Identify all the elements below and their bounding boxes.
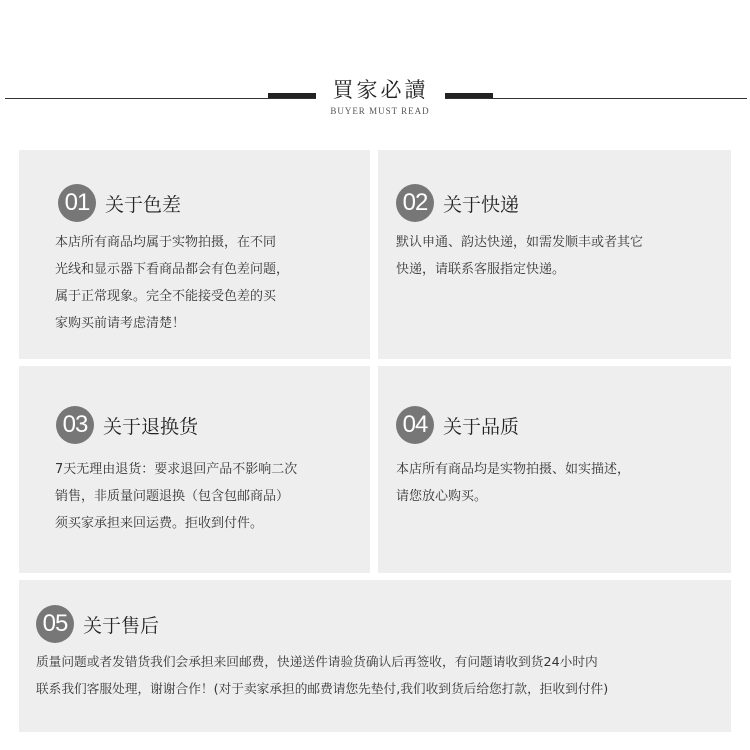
section-text-line: 默认申通、韵达快递，如需发顺丰或者其它 [396,235,644,250]
section-card-color-difference [19,150,370,359]
section-title: 关于快递 [443,193,520,216]
section-text-line: 请您放心购买。 [396,489,488,504]
section-text-line: 家购买前请考虑清楚！ [55,316,186,331]
section-text-line: 本店所有商品均属于实物拍摄，在不同 [55,235,277,250]
header-bar-left [268,93,316,98]
page-subtitle: BUYER MUST READ [330,106,430,116]
section-text-line: 须买家承担来回运费。拒收到付件。 [55,516,264,531]
section-text-line: 联系我们客服处理，谢谢合作！(对于卖家承担的邮费请您先垫付,我们收到货后给您打款，拒收到付件) [36,681,609,696]
section-number-badge: 04 [396,406,434,444]
section-number-badge: 02 [396,184,434,222]
section-text-line: 属于正常现象。完全不能接受色差的买 [55,289,277,304]
section-card-after-sales [19,580,731,732]
section-number-badge: 05 [36,605,74,643]
section-title: 关于品质 [443,415,520,438]
section-text-line: 光线和显示器下看商品都会有色差问题， [55,262,290,277]
section-text-line: 质量问题或者发错货我们会承担来回邮费，快递送件请验货确认后再签收，有问题请收到货24小时内 [36,654,598,669]
section-text-line: 快递，请联系客服指定快递。 [396,262,566,277]
section-card-express [378,150,731,359]
section-title: 关于售后 [83,614,160,637]
section-card-returns [19,366,370,573]
section-text-line: 7天无理由退货：要求退回产品不影响二次 [55,462,298,477]
page-title: 買家必讀 [316,75,445,105]
section-title: 关于色差 [105,193,182,216]
section-text-line: 本店所有商品均是实物拍摄、如实描述， [396,462,631,477]
section-text-line: 销售，非质量问题退换（包含包邮商品） [55,489,290,504]
section-number-badge: 01 [58,184,96,222]
section-title: 关于退换货 [103,415,199,438]
section-card-quality [378,366,731,573]
header-bar-right [445,93,493,98]
section-number-badge: 03 [56,406,94,444]
